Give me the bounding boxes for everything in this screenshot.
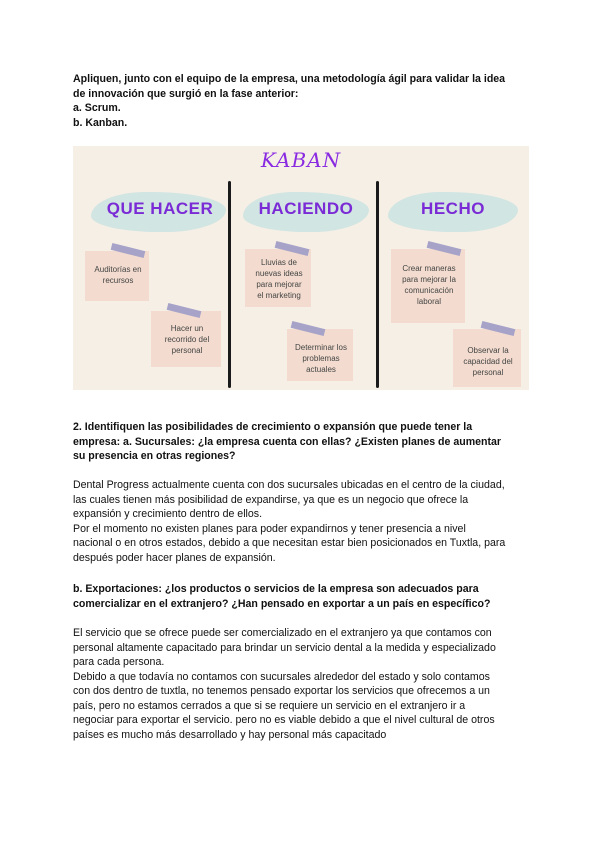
answer-line: con dos dentro de tuxtla, no tenemos pensado exportar los servicios que ofrecemos a un — [73, 685, 490, 697]
note-line: recursos — [102, 276, 134, 285]
answer-line: Dental Progress actualmente cuenta con dos sucursales ubicadas en el centro de la ciudad, — [73, 479, 505, 491]
tape-decoration — [291, 321, 326, 336]
question-line: su presencia en otras regiones? — [73, 450, 236, 462]
column-heading-doing: HACIENDO — [258, 199, 354, 218]
note-line: recorrido del — [164, 335, 210, 344]
note-line: Observar la — [467, 346, 509, 355]
answer-line: Debido a que todavía no contamos con sucursales alrededor del estado y solo contamos — [73, 670, 490, 683]
note-line: para mejorar la — [402, 275, 456, 284]
tape-decoration — [275, 241, 310, 256]
question-line: b. Exportaciones: ¿los productos o servicios de la empresa son adecuados para — [73, 583, 479, 595]
answer-line: El servicio que se ofrece puede ser comercializado en el extranjero ya que contamos con — [73, 627, 492, 639]
answer-paragraph-sucursales — [73, 478, 528, 565]
note-line: para mejorar — [256, 280, 302, 289]
sticky-note — [287, 329, 353, 381]
note-line: Hacer un — [170, 324, 204, 333]
sticky-note — [391, 249, 465, 323]
note-line: Lluvias de — [260, 258, 298, 267]
intro-line: Apliquen, junto con el equipo de la empresa, una metodología ágil para validar la idea — [73, 73, 506, 85]
question-line: empresa: a. Sucursales: ¿la empresa cuenta con ellas? ¿Existen planes de aumentar — [73, 435, 502, 448]
answer-line: expansión y crecimiento dentro de ellos. — [73, 508, 263, 520]
answer-line: personal altamente capacitado para brindar un servicio dental a la medida y especializado — [73, 641, 496, 654]
intro-line: de innovación que surgió en la fase anterior: — [73, 87, 299, 100]
answer-line: nacional o en otros estados, debido a que necesitan estar bien posicionados en Tuxtla, para — [73, 537, 506, 549]
note-line: personal — [171, 346, 203, 355]
note-line: capacidad del — [463, 357, 513, 366]
note-line: nuevas ideas — [255, 269, 303, 278]
sticky-note — [151, 311, 221, 367]
intro-paragraph — [73, 72, 528, 130]
note-line: Determinar los — [294, 343, 347, 352]
option-kanban: b. Kanban. — [73, 116, 128, 129]
answer-line: país, pero no estamos cerrados a que si se requiere un servicio en el extranjero ir a — [73, 699, 466, 712]
answer-line: después poder hacer planes de expansión. — [73, 551, 276, 564]
column-divider — [376, 181, 379, 388]
sticky-note — [245, 249, 311, 307]
column-heading-todo: QUE HACER — [106, 199, 214, 218]
answer-paragraph-exportaciones — [73, 626, 528, 742]
note-line: personal — [472, 368, 504, 377]
note-line: comunicación — [404, 286, 454, 295]
sticky-note — [85, 251, 149, 301]
option-scrum: a. Scrum. — [73, 102, 121, 114]
note-line: actuales — [306, 365, 336, 374]
note-line: problemas — [302, 354, 340, 363]
answer-line: para cada persona. — [73, 656, 165, 668]
tape-decoration — [167, 303, 202, 318]
answer-line: negociar para exportar el servicio. pero no es viable debido a que el nivel cultural de otros — [73, 714, 495, 726]
question-line: comercializar en el extranjero? ¿Han pensado en exportar a un país en específico? — [73, 597, 491, 610]
column-divider — [228, 181, 231, 388]
question-line: 2. Identifiquen las posibilidades de crecimiento o expansión que puede tener la — [73, 421, 473, 433]
tape-decoration — [111, 243, 146, 258]
question-b-heading — [73, 582, 528, 611]
answer-line: Por el momento no existen planes para poder expandirnos y tener presencia a nivel — [73, 522, 466, 535]
question-2-heading — [73, 420, 528, 464]
kanban-board-image — [73, 146, 529, 390]
sticky-note — [453, 329, 521, 387]
note-line: el marketing — [257, 291, 301, 300]
answer-line: las cuales tienen más posibilidad de expandirse, ya que es un negocio que ofrece la — [73, 493, 469, 506]
tape-decoration — [481, 321, 516, 336]
board-title: KABAN — [260, 148, 342, 172]
column-heading-done: HECHO — [421, 199, 485, 218]
tape-decoration — [427, 241, 462, 256]
note-line: Auditorías en — [94, 265, 142, 274]
answer-line: países es mucho más desarrollado y hay personal más capacitado — [73, 728, 387, 741]
note-line: laboral — [416, 297, 441, 306]
note-line: Crear maneras — [402, 264, 456, 273]
